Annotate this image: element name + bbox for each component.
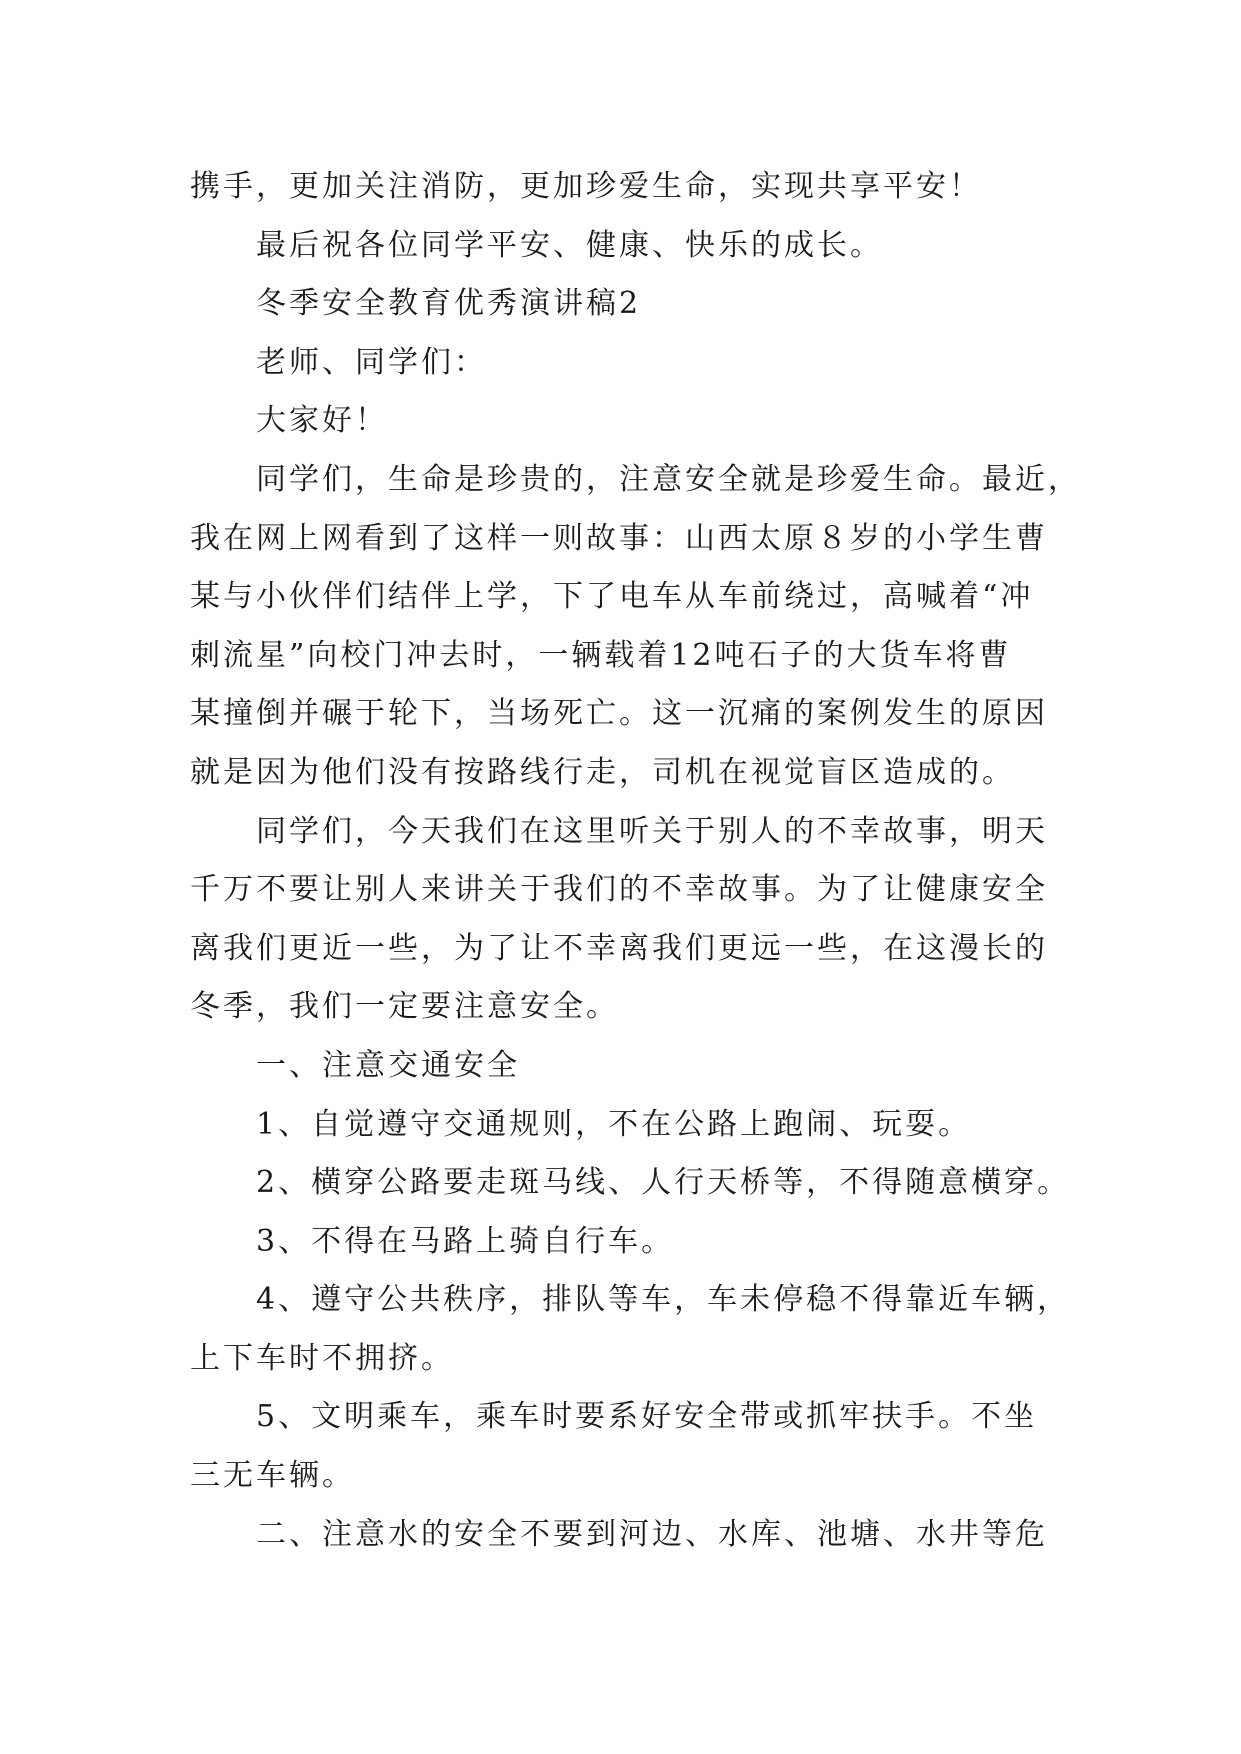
text-line: 离我们更近一些，为了让不幸离我们更远一些，在这漫长的 [190,930,1048,966]
list-item: 1、自觉遵守交通规则，不在公路上跑闹、玩耍。 [256,1106,972,1142]
text-line: 就是因为他们没有按路线行走，司机在视觉盲区造成的。 [190,754,1015,790]
list-item: 3、不得在马路上骑自行车。 [256,1223,675,1259]
text-line: 冬季，我们一定要注意安全。 [190,989,619,1025]
list-heading: 一、注意交通安全 [256,1047,520,1083]
text-line: 我在网上网看到了这样一则故事：山西太原８岁的小学生曹 [190,520,1048,556]
list-item: 2、横穿公路要走斑马线、人行天桥等，不得随意横穿。 [256,1165,1071,1201]
text-line: 千万不要让别人来讲关于我们的不幸故事。为了让健康安全 [190,872,1048,908]
text-line: 同学们，生命是珍贵的，注意安全就是珍爱生命。最近， [256,461,1081,497]
text-line: 三无车辆。 [190,1458,355,1494]
text-line: 上下车时不拥挤。 [190,1340,454,1376]
salutation: 老师、同学们： [256,344,487,380]
text-line: 刺流星”向校门冲去时，一辆载着12吨石子的大货车将曹 [190,637,1012,673]
text-line: 某与小伙伴们结伴上学，下了电车从车前绕过，高喊着“冲 [190,579,1034,615]
text-line: 最后祝各位同学平安、健康、快乐的成长。 [256,227,883,263]
text-line: 某撞倒并碾于轮下，当场死亡。这一沉痛的案例发生的原因 [190,696,1048,732]
list-heading: 二、注意水的安全不要到河边、水库、池塘、水井等危 [256,1516,1048,1552]
list-item: 5、文明乘车，乘车时要系好安全带或抓牢扶手。不坐 [256,1399,1038,1435]
text-line: 同学们，今天我们在这里听关于别人的不幸故事，明天 [256,813,1048,849]
document-body [190,158,1081,1564]
section-title: 冬季安全教育优秀演讲稿2 [256,286,642,322]
greeting: 大家好！ [256,403,388,439]
text-line: 携手，更加关注消防，更加珍爱生命，实现共享平安！ [190,169,982,204]
list-item: 4、遵守公共秩序，排队等车，车未停稳不得靠近车辆， [256,1282,1071,1318]
